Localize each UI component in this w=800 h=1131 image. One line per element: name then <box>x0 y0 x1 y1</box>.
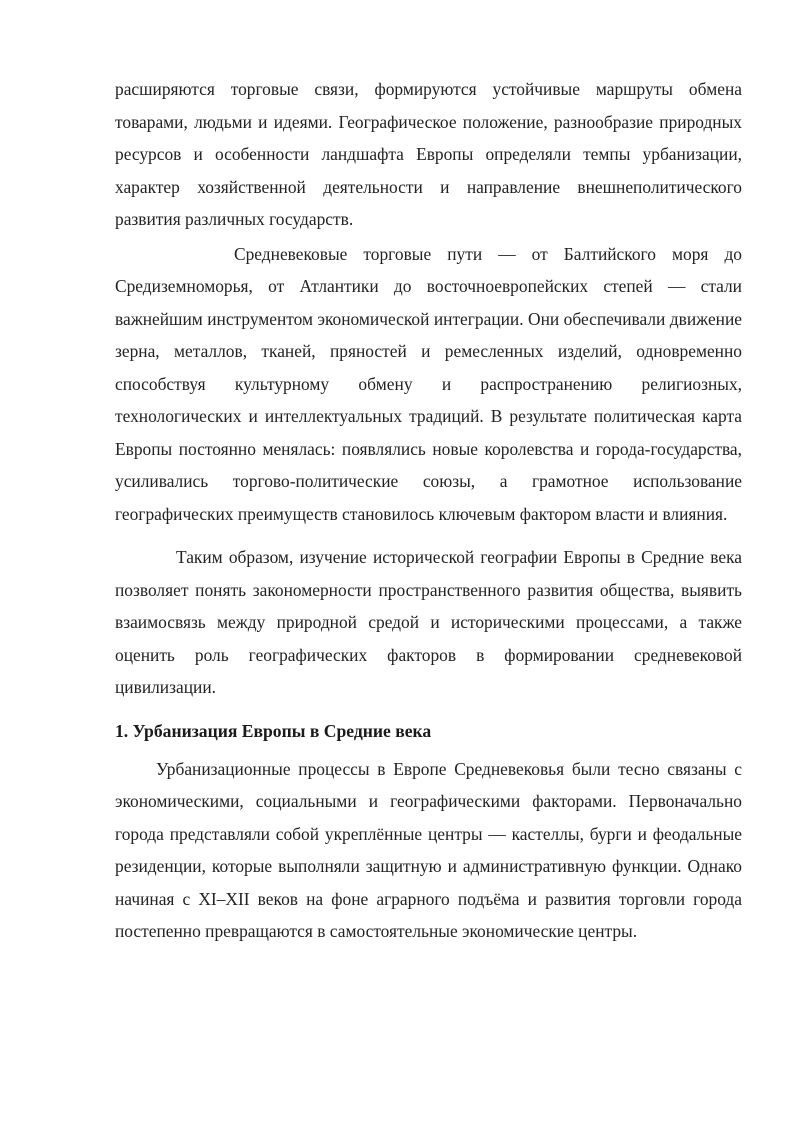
section-heading: 1. Урбанизация Европы в Средние века <box>115 720 432 741</box>
paragraph-trade-links: расширяются торговые связи, формируются устойчивые маршруты обмена товарами, людьми и идеями. Географическое положение, разнообразие природных ресурсов и особенности ландшафта Европы определяли темпы урбанизации, характер хозяйственной деятельности и направление внешнеполитического развития различных государств. <box>115 79 742 229</box>
document-page <box>115 73 742 948</box>
paragraph-urbanization: Урбанизационные процессы в Европе Средневековья были тесно связаны с экономическими, социальными и географическими факторами. Первоначально города представляли собой укреплённые центры — кастеллы, бурги и феодальные резиденции, которые выполняли защитную и административную функции. Однако начиная с XI–XII веков на фоне аграрного подъёма и развития торговли города постепенно превращаются в самостоятельные экономические центры. <box>115 758 742 941</box>
paragraph-trade-routes: Средневековые торговые пути — от Балтийского моря до Средиземноморья, от Атлантики до восточноевропейских степей — стали важнейшим инструментом экономической интеграции. Они обеспечивали движение зерна, металлов, тканей, пряностей и ремесленных изделий, одновременно способствуя культурному обмену и распространению религиозных, технологических и интеллектуальных традиций. В результате политическая карта Европы постоянно менялась: появлялись новые королевства и города-государства, усиливались торгово-политические союзы, а грамотное использование географических преимуществ становилось ключевым фактором власти и влияния. <box>115 243 742 524</box>
paragraph-conclusion: Таким образом, изучение исторической географии Европы в Средние века позволяет понять закономерности пространственного развития общества, выявить взаимосвязь между природной средой и историческими процессами, а также оценить роль географических факторов в формировании средневековой цивилизации. <box>115 547 742 697</box>
